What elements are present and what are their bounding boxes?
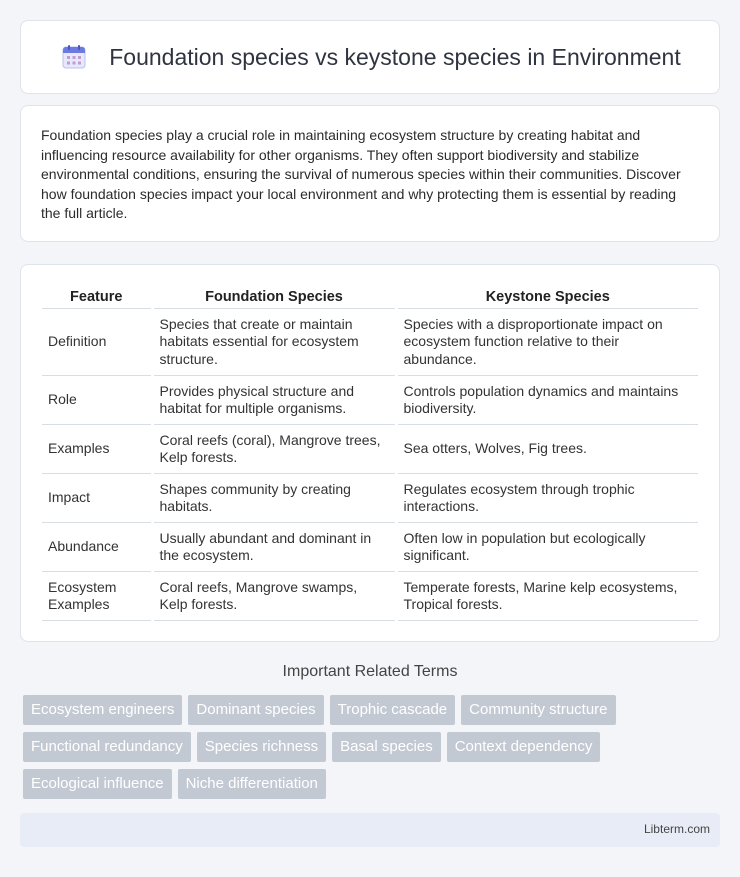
table-cell-foundation: Provides physical structure and habitat for multiple organisms. <box>152 376 396 425</box>
related-term-tag[interactable]: Ecosystem engineers <box>23 695 182 725</box>
table-row <box>42 425 698 474</box>
related-term-tag[interactable]: Community structure <box>461 695 615 725</box>
table-cell-foundation: Shapes community by creating habitats. <box>152 474 396 523</box>
related-term-tag[interactable]: Trophic cascade <box>330 695 456 725</box>
related-term-tag[interactable]: Context dependency <box>447 732 601 762</box>
related-term-tag[interactable]: Dominant species <box>188 695 323 725</box>
table-header-row <box>42 283 698 309</box>
related-terms-title: Important Related Terms <box>282 663 458 680</box>
table-cell-keystone: Temperate forests, Marine kelp ecosystems, Tropical forests. <box>396 572 698 621</box>
related-term-tag[interactable]: Niche differentiation <box>178 769 326 799</box>
footer-site-link[interactable]: Libterm.com <box>643 822 710 836</box>
table-row <box>42 572 698 621</box>
intro-card <box>20 105 720 242</box>
page-title: Foundation species vs keystone species in Environment <box>109 43 681 70</box>
table-row <box>42 474 698 523</box>
column-header-keystone: Keystone Species <box>396 283 698 309</box>
column-header-foundation: Foundation Species <box>152 283 396 309</box>
footer <box>20 813 720 847</box>
table-cell-feature: Impact <box>42 474 152 523</box>
table-cell-foundation: Coral reefs (coral), Mangrove trees, Kelp forests. <box>152 425 396 474</box>
table-row <box>42 376 698 425</box>
comparison-table <box>42 283 698 621</box>
table-row <box>42 523 698 572</box>
table-cell-feature: Examples <box>42 425 152 474</box>
table-cell-feature: Role <box>42 376 152 425</box>
table-cell-feature: Definition <box>42 309 152 376</box>
table-cell-keystone: Controls population dynamics and maintains biodiversity. <box>396 376 698 425</box>
table-cell-keystone: Species with a disproportionate impact on ecosystem function relative to their abundance. <box>396 309 698 376</box>
table-cell-keystone: Regulates ecosystem through trophic interactions. <box>396 474 698 523</box>
related-terms-list <box>23 695 723 799</box>
table-cell-keystone: Often low in population but ecologically significant. <box>396 523 698 572</box>
table-cell-feature: Abundance <box>42 523 152 572</box>
related-term-tag[interactable]: Basal species <box>332 732 441 762</box>
header-card <box>20 20 720 94</box>
table-cell-foundation: Usually abundant and dominant in the ecosystem. <box>152 523 396 572</box>
related-term-tag[interactable]: Species richness <box>197 732 326 762</box>
column-header-feature: Feature <box>42 283 152 309</box>
table-cell-keystone: Sea otters, Wolves, Fig trees. <box>396 425 698 474</box>
calendar-icon <box>59 42 89 72</box>
related-term-tag[interactable]: Ecological influence <box>23 769 172 799</box>
comparison-table-card <box>20 264 720 642</box>
intro-paragraph: Foundation species play a crucial role in maintaining ecosystem structure by creating habitat and influencing resource availability for other organisms. They often support biodiversity and stabilize environmental conditions, ensuring the survival of numerous species within their communities. Discover how foundation species impact your local environment and why protecting them is essential by reading the full article. <box>41 127 681 221</box>
table-row <box>42 309 698 376</box>
table-cell-feature: Ecosystem Examples <box>42 572 152 621</box>
table-cell-foundation: Coral reefs, Mangrove swamps, Kelp forests. <box>152 572 396 621</box>
related-term-tag[interactable]: Functional redundancy <box>23 732 191 762</box>
table-cell-foundation: Species that create or maintain habitats essential for ecosystem structure. <box>152 309 396 376</box>
